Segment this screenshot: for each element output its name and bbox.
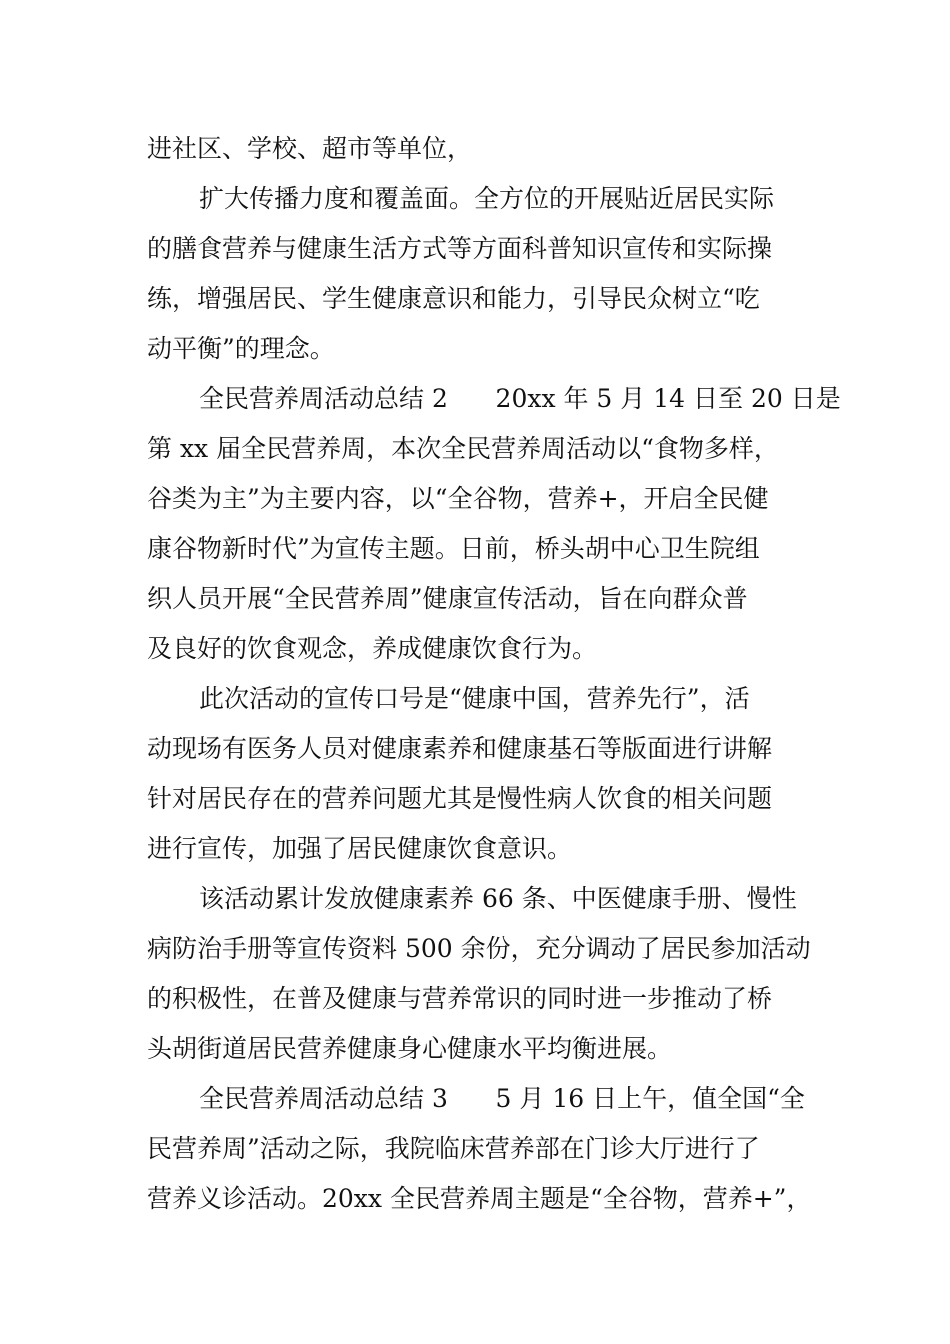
text-line: 病防治手册等宣传资料 500 余份，充分调动了居民参加活动 [147, 934, 811, 963]
text-line: 民营养周”活动之际，我院临床营养部在门诊大厅进行了 [147, 1134, 760, 1163]
text-line: 的膳食营养与健康生活方式等方面科普知识宣传和实际操 [147, 234, 773, 263]
text-line: 进行宣传，加强了居民健康饮食意识。 [147, 834, 573, 863]
text-line: 第 xx 届全民营养周，本次全民营养周活动以“食物多样， [147, 434, 779, 463]
text-line: 谷类为主”为主要内容，以“全谷物，营养+，开启全民健 [147, 484, 769, 513]
text-line: 的积极性，在普及健康与营养常识的同时进一步推动了桥 [147, 984, 773, 1013]
document-body [147, 124, 841, 1224]
text-line: 动平衡”的理念。 [147, 334, 335, 363]
text-line: 进社区、学校、超市等单位， [147, 134, 473, 163]
section-heading-line-2: 全民营养周活动总结 2 20xx 年 5 月 14 日至 20 日是 [199, 384, 841, 413]
section-heading-line-3: 全民营养周活动总结 3 5 月 16 日上午，值全国“全 [199, 1084, 805, 1113]
paragraph-start-line: 扩大传播力度和覆盖面。全方位的开展贴近居民实际 [199, 184, 775, 213]
text-line: 营养义诊活动。20xx 全民营养周主题是“全谷物，营养+”， [147, 1184, 812, 1213]
text-line: 练，增强居民、学生健康意识和能力，引导民众树立“吃 [147, 284, 760, 313]
text-line: 康谷物新时代”为宣传主题。日前，桥头胡中心卫生院组 [147, 534, 760, 563]
text-line: 针对居民存在的营养问题尤其是慢性病人饮食的相关问题 [147, 784, 773, 813]
text-line: 及良好的饮食观念，养成健康饮食行为。 [147, 634, 598, 663]
text-line: 头胡街道居民营养健康身心健康水平均衡进展。 [147, 1034, 673, 1063]
text-line: 织人员开展“全民营养周”健康宣传活动，旨在向群众普 [147, 584, 748, 613]
paragraph-start-line: 该活动累计发放健康素养 66 条、中医健康手册、慢性 [199, 884, 797, 913]
paragraph-start-line: 此次活动的宣传口号是“健康中国，营养先行”，活 [199, 684, 750, 713]
text-line: 动现场有医务人员对健康素养和健康基石等版面进行讲解 [147, 734, 773, 763]
